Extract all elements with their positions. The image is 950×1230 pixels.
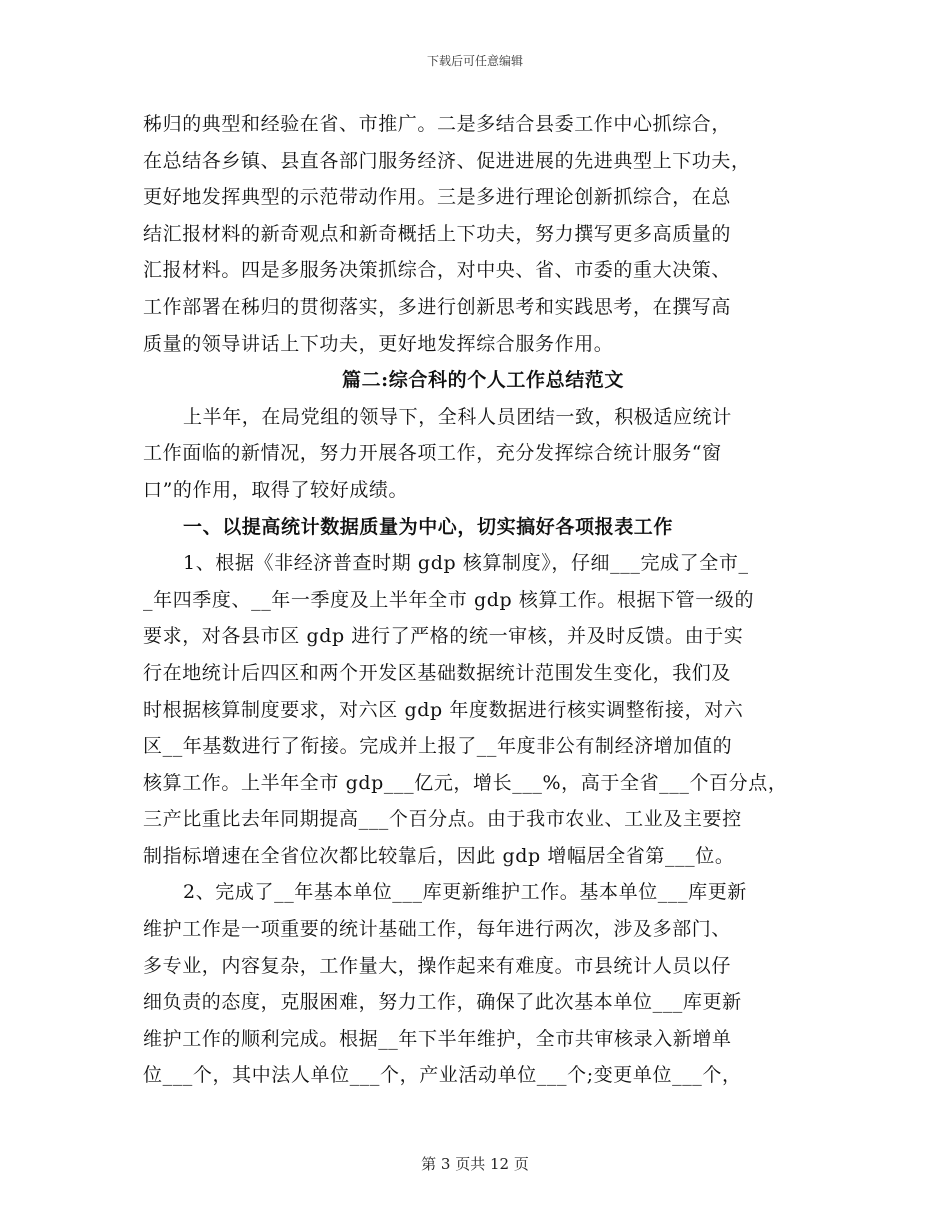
section-heading: 一、以提高统计数据质量为中心，切实搞好各项报表工作	[183, 515, 674, 538]
text-line: 秭归的典型和经验在省、市推广。二是多结合县委工作中心抓综合，	[143, 113, 732, 135]
text-line: 在总结各乡镇、县直各部门服务经济、促进进展的先进典型上下功夫，	[143, 149, 751, 172]
text-line: 口”的作用，取得了较好成绩。	[143, 478, 409, 501]
page-header: 下载后可任意编辑	[426, 54, 523, 68]
text-line: 维护工作是一项重要的统计基础工作，每年进行两次，涉及多部门、	[143, 918, 732, 941]
text-line: 核算工作。上半年全市 gdp___亿元，增长___%，高于全省___个百分点，	[143, 771, 788, 794]
text-line: 制指标增速在全省位次都比较靠后，因此 gdp 增幅居全省第___位。	[143, 844, 735, 867]
text-line: 多专业，内容复杂，工作量大，操作起来有难度。市县统计人员以仔	[143, 954, 732, 977]
paragraph-start: 上半年，在局党组的领导下，全科人员团结一致，积极适应统计	[183, 405, 732, 428]
section-title: 篇二:综合科的个人工作总结范文	[341, 369, 624, 392]
text-line: 区__年基数进行了衔接。完成并上报了__年度非公有制经济增加值的	[143, 735, 733, 758]
text-line: 三产比重比去年同期提高___个百分点。由于我市农业、工业及主要控	[143, 808, 742, 831]
text-line: 行在地统计后四区和两个开发区基础数据统计范围发生变化，我们及	[143, 661, 732, 684]
paragraph-start: 2、完成了__年基本单位___库更新维护工作。基本单位___库更新	[183, 881, 747, 904]
paragraph-start: 1、根据《非经济普查时期 gdp 核算制度》，仔细___完成了全市_	[183, 552, 749, 575]
text-line: 要求，对各县市区 gdp 进行了严格的统一审核，并及时反馈。由于实	[143, 625, 744, 648]
page-footer: 第 3 页共 12 页	[421, 1155, 529, 1173]
text-line: 工作面临的新情况，努力开展各项工作，充分发挥综合统计服务“窗	[143, 442, 722, 465]
text-line: _年四季度、__年一季度及上半年全市 gdp 核算工作。根据下管一级的	[143, 588, 755, 611]
text-line: 结汇报材料的新奇观点和新奇概括上下功夫，努力撰写更多高质量的	[143, 222, 732, 245]
document-body	[143, 106, 823, 1094]
text-line: 位___个，其中法人单位___个，产业活动单位___个;变更单位___个，	[143, 1064, 742, 1087]
text-line: 工作部署在秭归的贯彻落实，多进行创新思考和实践思考，在撰写高	[143, 295, 732, 318]
text-line: 时根据核算制度要求，对六区 gdp 年度数据进行核实调整衔接，对六	[143, 698, 744, 721]
text-line: 汇报材料。四是多服务决策抓综合，对中央、省、市委的重大决策、	[143, 259, 732, 282]
text-line: 质量的领导讲话上下功夫，更好地发挥综合服务作用。	[143, 332, 614, 355]
text-line: 维护工作的顺利完成。根据__年下半年维护，全市共审核录入新增单	[143, 1027, 732, 1050]
text-line: 更好地发挥典型的示范带动作用。三是多进行理论创新抓综合，在总	[143, 186, 732, 209]
text-line: 细负责的态度，克服困难，努力工作，确保了此次基本单位___库更新	[143, 991, 742, 1014]
